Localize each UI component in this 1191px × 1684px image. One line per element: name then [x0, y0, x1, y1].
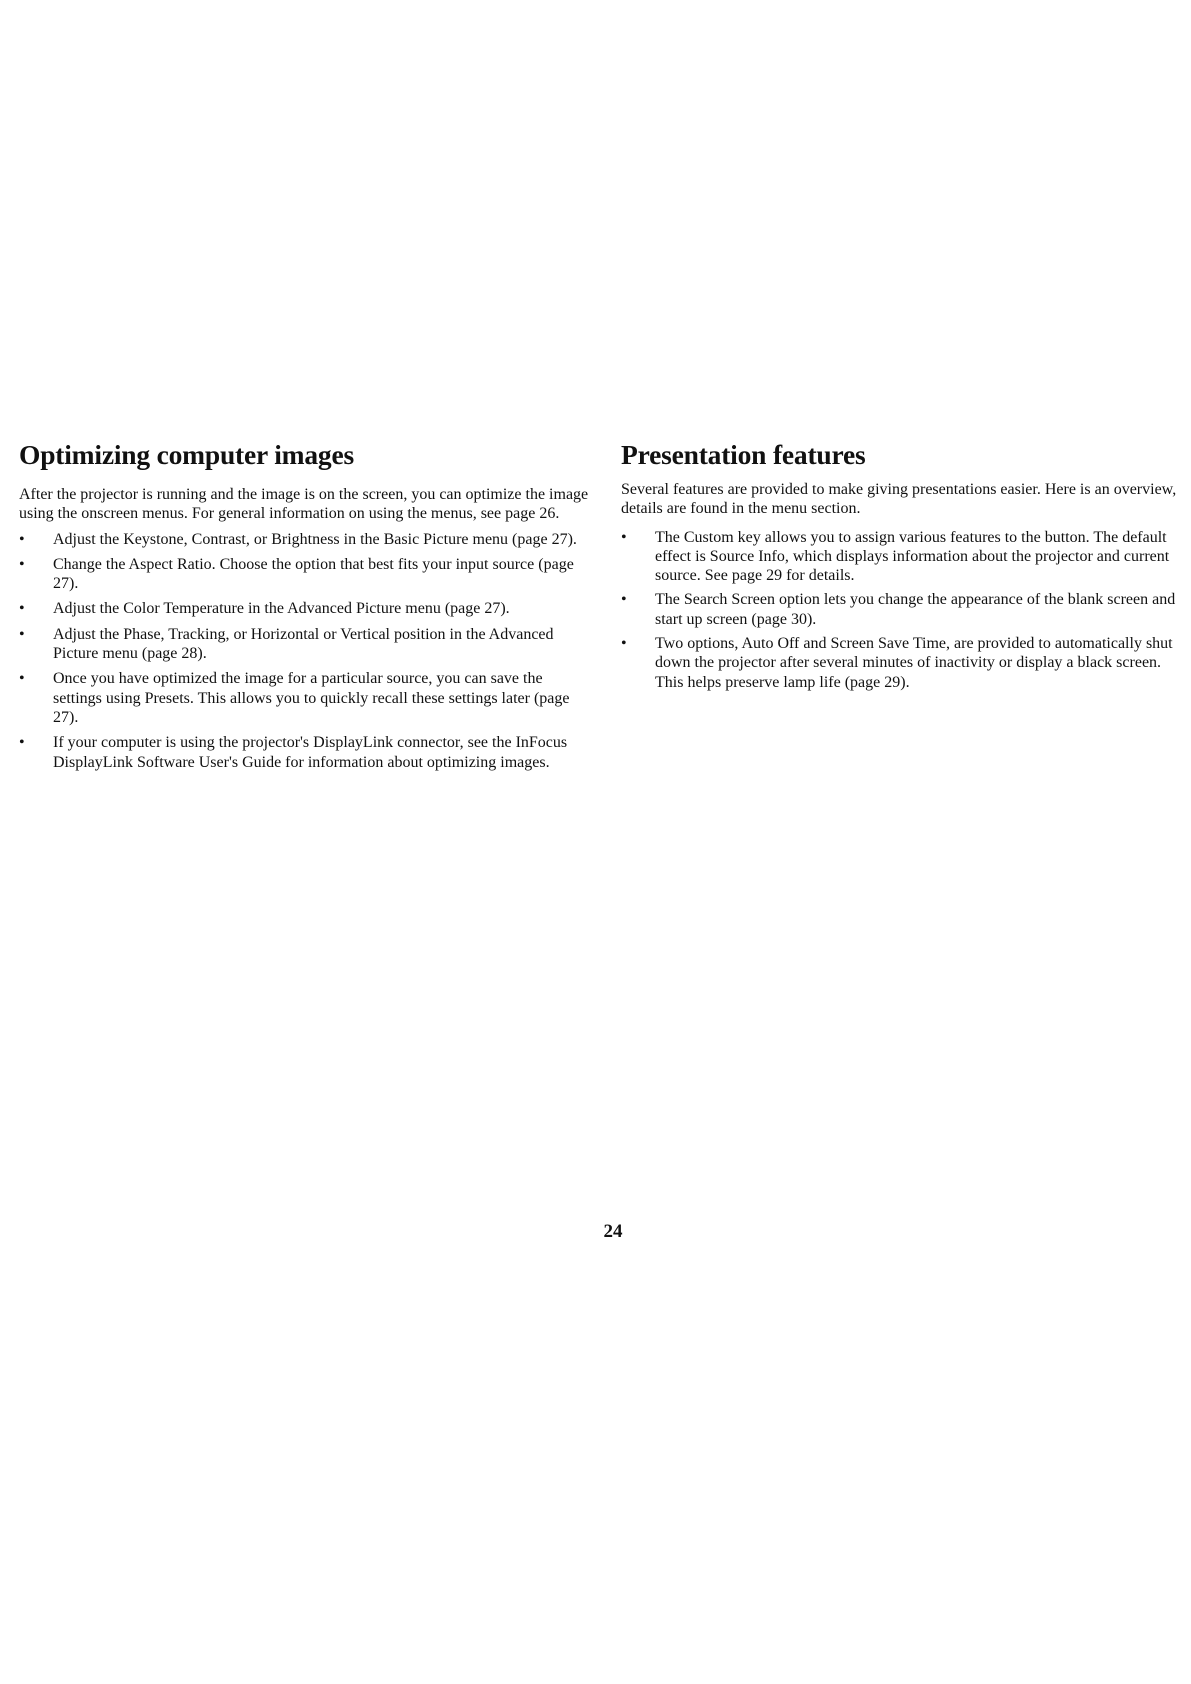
list-item	[19, 599, 589, 618]
bullet-icon: •	[19, 600, 25, 618]
section-heading-optimizing: Optimizing computer images	[19, 439, 354, 470]
list-item-text: Change the Aspect Ratio. Choose the option that best fits your input source (page 27).	[53, 555, 574, 593]
bullet-list-optimizing	[19, 530, 589, 772]
bullet-list-presentation	[621, 528, 1181, 692]
bullet-icon: •	[621, 528, 627, 546]
list-item-text: Once you have optimized the image for a particular source, you can save the settings using Presets. This allows you to quickly recall these settings later (page 27).	[53, 670, 570, 726]
bullet-icon: •	[621, 635, 627, 653]
bullet-icon: •	[19, 625, 25, 643]
list-item-text: If your computer is using the projector's DisplayLink connector, see the InFocus DisplayLink Software User's Guide for information about optimizing images.	[53, 734, 568, 771]
section-optimizing-computer-images	[19, 433, 589, 778]
page-number: 24	[603, 1221, 623, 1242]
list-item	[621, 590, 1181, 629]
list-item	[19, 555, 589, 594]
list-item	[19, 625, 589, 664]
section-heading-presentation: Presentation features	[621, 439, 866, 470]
list-item	[19, 530, 589, 549]
bullet-icon: •	[19, 670, 25, 688]
bullet-icon: •	[19, 555, 25, 573]
bullet-icon: •	[19, 734, 25, 752]
section-intro-optimizing: After the projector is running and the image is on the screen, you can optimize the image using the onscreen menus. For general information on using the menus, see page 26.	[19, 486, 589, 523]
list-item-text: Two options, Auto Off and Screen Save Time, are provided to automatically shut down the projector after several minutes of inactivity or display a black screen. This helps preserve lamp life (page 29).	[655, 635, 1173, 691]
list-item-text: Adjust the Phase, Tracking, or Horizontal or Vertical position in the Advanced Picture menu (page 28).	[53, 625, 554, 663]
section-presentation-features	[621, 433, 1181, 697]
list-item-text: Adjust the Keystone, Contrast, or Brightness in the Basic Picture menu (page 27).	[53, 530, 577, 548]
list-item-text: The Search Screen option lets you change the appearance of the blank screen and start up screen (page 30).	[655, 591, 1176, 628]
bullet-icon: •	[19, 530, 25, 548]
list-item-text: The Custom key allows you to assign various features to the button. The default effect is Source Info, which displays information about the projector and current source. See page 29 for details.	[655, 528, 1170, 585]
list-item	[621, 528, 1181, 586]
section-intro-presentation: Several features are provided to make giving presentations easier. Here is an overview, details are found in the menu section.	[621, 481, 1177, 518]
list-item-text: Adjust the Color Temperature in the Advanced Picture menu (page 27).	[53, 600, 510, 618]
list-item	[19, 669, 589, 727]
list-item	[19, 733, 589, 772]
list-item	[621, 634, 1181, 692]
bullet-icon: •	[621, 591, 627, 609]
